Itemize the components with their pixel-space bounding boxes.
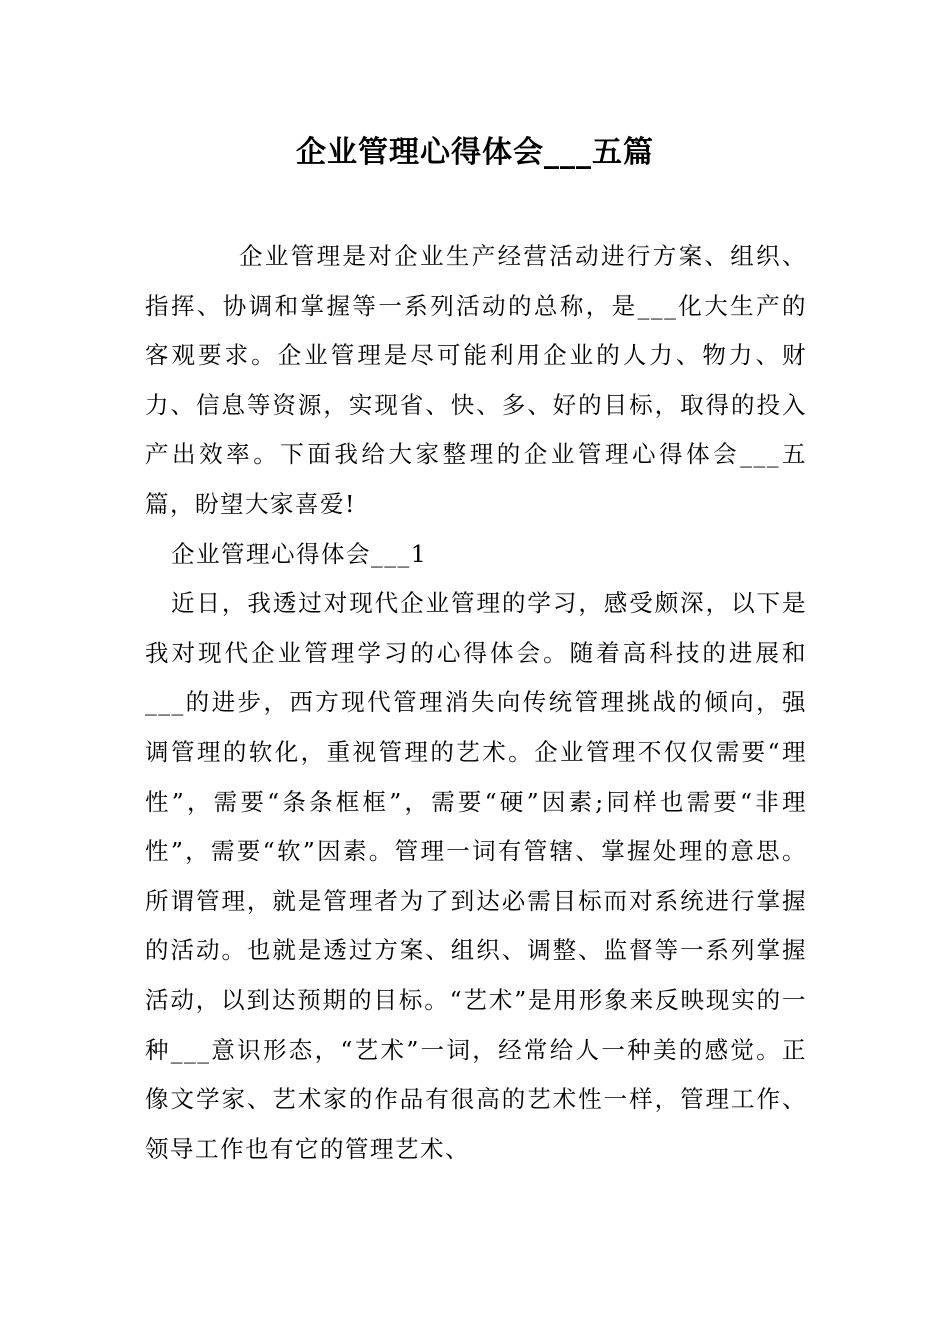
section-1-paragraph: 近日，我透过对现代企业管理的学习，感受颇深，以下是我对现代企业管理学习的心得体会。随着高科技的进展和___的进步，西方现代管理消失向传统管理挑战的倾向，强调管理的软化，重视管理的艺术。企业管理不仅仅需要“理性”，需要“条条框框”，需要“硬”因素;同样也需要“非理性”，需要“软”因素。管理一词有管辖、掌握处理的意思。所谓管理，就是管理者为了到达必需目标而对系统进行掌握的活动。也就是透过方案、组织、调整、监督等一系列掌握活动，以到达预期的目标。“艺术”是用形象来反映现实的一种___意识形态，“艺术”一词，经常给人一种美的感觉。正像文学家、艺术家的作品有很高的艺术性一样，管理工作、领导工作也有它的管理艺术、 <box>145 589 807 1163</box>
intro-paragraph: 企业管理是对企业生产经营活动进行方案、组织、指挥、协调和掌握等一系列活动的总称，是___化大生产的客观要求。企业管理是尽可能利用企业的人力、物力、财力、信息等资源，实现省、快、多、好的目标，取得的投入产出效率。下面我给大家整理的企业管理心得体会___五篇，盼望大家喜爱! <box>145 242 807 518</box>
document-title: 企业管理心得体会___五篇 <box>296 135 654 170</box>
section-heading-1: 企业管理心得体会___1 <box>171 539 428 568</box>
document-body <box>145 232 807 1174</box>
